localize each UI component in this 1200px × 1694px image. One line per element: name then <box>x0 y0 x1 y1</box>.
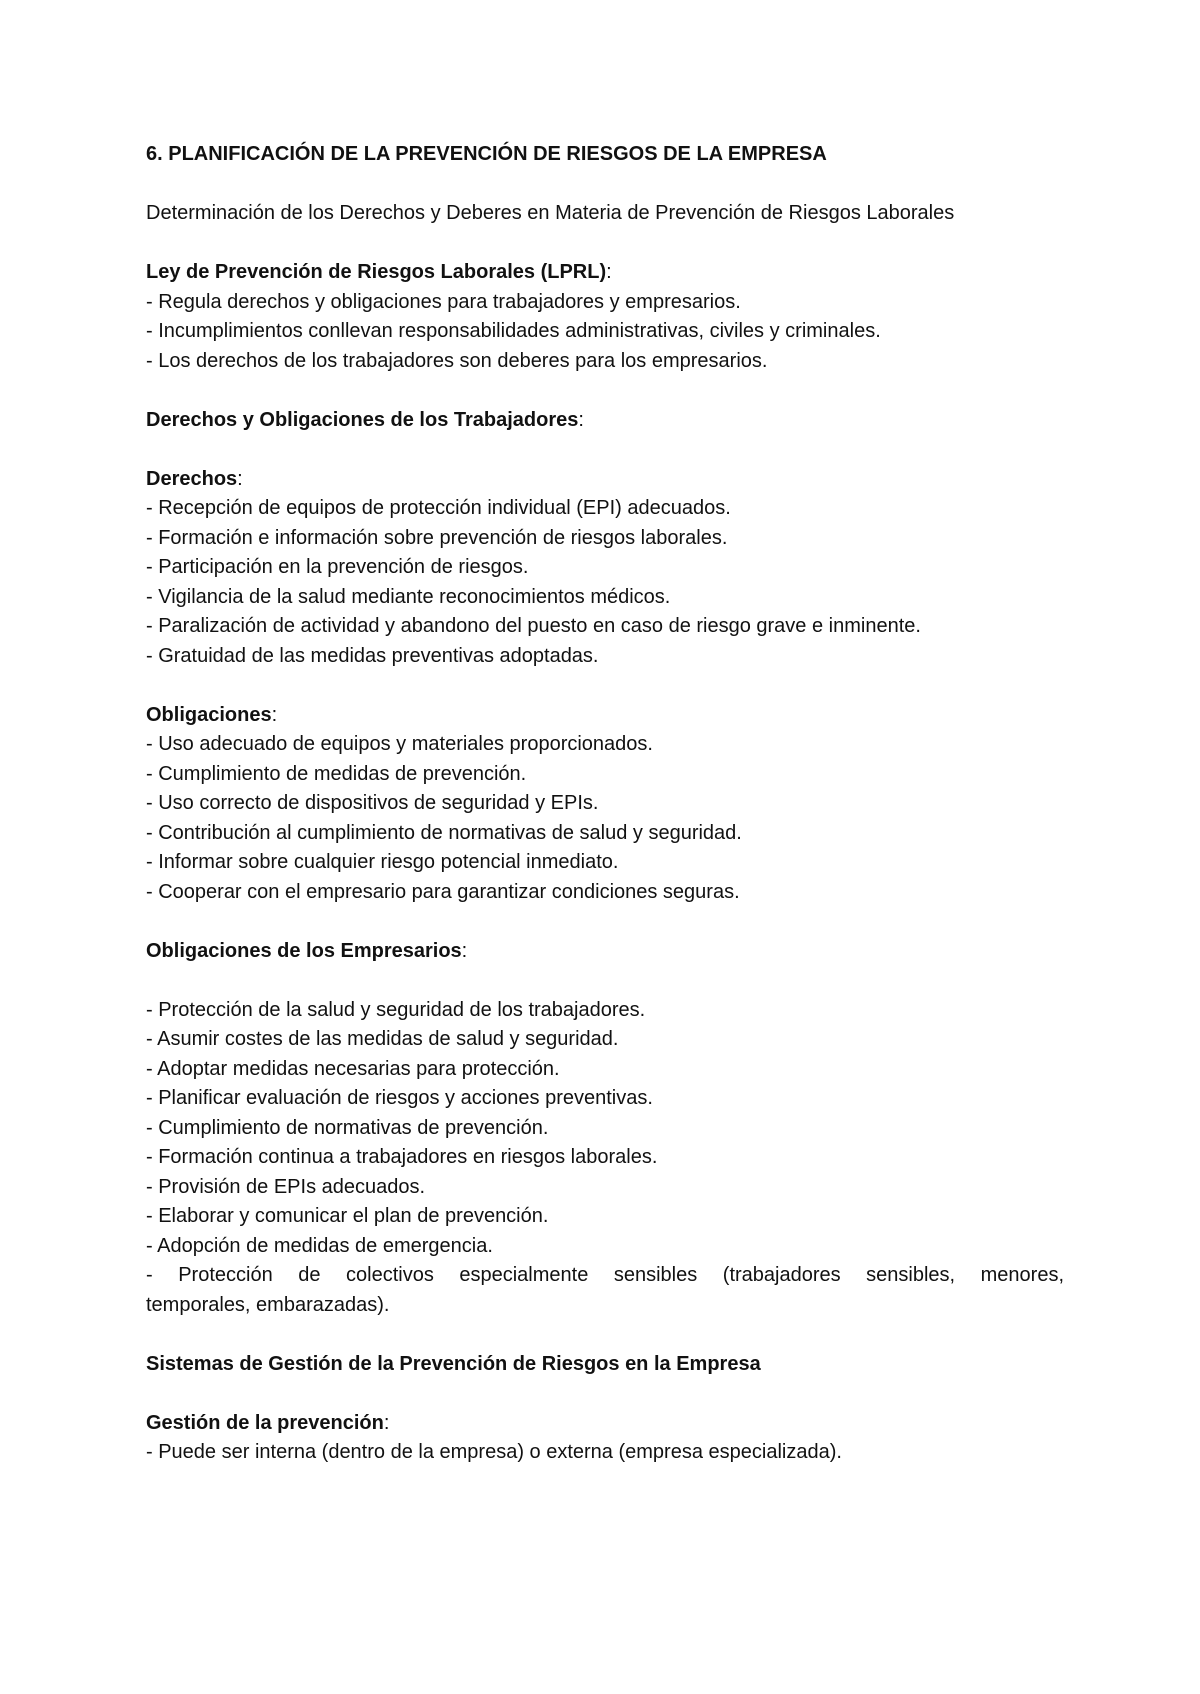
rights-heading-line <box>146 465 1064 495</box>
list-item: - Cumplimiento de medidas de prevención. <box>146 762 527 785</box>
colon: : <box>271 703 278 726</box>
document-subtitle: Determinación de los Derechos y Deberes en Materia de Prevención de Riesgos Laborales <box>146 202 955 224</box>
list-item: - Recepción de equipos de protección individual (EPI) adecuados. <box>146 497 731 519</box>
colon: : <box>606 261 612 283</box>
list-item-justified: - Protección de colectivos especialmente sensibles (trabajadores sensibles, menores, <box>146 1264 1064 1286</box>
management-heading: Sistemas de Gestión de la Prevención de Riesgos en la Empresa <box>146 1352 761 1375</box>
list-item: - Regula derechos y obligaciones para trabajadores y empresarios. <box>146 290 741 313</box>
list-item: - Cumplimiento de normativas de prevención. <box>146 1116 549 1139</box>
colon: : <box>383 1411 390 1434</box>
spacer <box>146 435 1064 465</box>
list-item: - Uso adecuado de equipos y materiales proporcionados. <box>146 733 653 755</box>
list-item: - Los derechos de los trabajadores son deberes para los empresarios. <box>146 349 768 372</box>
list-item: - Adopción de medidas de emergencia. <box>146 1234 493 1257</box>
document-page <box>146 140 1064 1468</box>
spacer <box>146 1379 1064 1409</box>
document-title: 6. PLANIFICACIÓN DE LA PREVENCIÓN DE RIESGOS DE LA EMPRESA <box>146 143 827 165</box>
list-item: - Asumir costes de las medidas de salud y seguridad. <box>146 1028 619 1050</box>
employers-heading: Obligaciones de los Empresarios <box>146 939 462 962</box>
list-item: - Informar sobre cualquier riesgo potencial inmediato. <box>146 851 619 873</box>
spacer <box>146 966 1064 996</box>
management-subheading: Gestión de la prevención <box>146 1411 384 1434</box>
colon: : <box>578 408 584 431</box>
list-item: - Paralización de actividad y abandono del puesto en caso de riesgo grave e inminente. <box>146 615 921 637</box>
list-item: - Uso correcto de dispositivos de seguridad y EPIs. <box>146 792 599 814</box>
list-item: - Cooperar con el empresario para garantizar condiciones seguras. <box>146 880 740 903</box>
list-item: - Participación en la prevención de riesgos. <box>146 556 529 578</box>
management-subheading-line <box>146 1409 1064 1439</box>
lprl-heading: Ley de Prevención de Riesgos Laborales (LPRL) <box>146 261 607 283</box>
workers-heading-line <box>146 406 1064 436</box>
obligations-heading: Obligaciones <box>146 703 272 726</box>
spacer <box>146 1320 1064 1350</box>
obligations-heading-line <box>146 701 1064 731</box>
lprl-heading-line <box>146 258 1064 288</box>
list-item: - Protección de la salud y seguridad de los trabajadores. <box>146 998 646 1021</box>
colon: : <box>461 939 468 962</box>
list-item: - Elaborar y comunicar el plan de prevención. <box>146 1205 549 1227</box>
list-item: - Formación continua a trabajadores en riesgos laborales. <box>146 1146 658 1168</box>
spacer <box>146 376 1064 406</box>
spacer <box>146 229 1064 259</box>
list-item: - Puede ser interna (dentro de la empresa) o externa (empresa especializada). <box>146 1441 842 1463</box>
list-item: - Incumplimientos conllevan responsabilidades administrativas, civiles y criminales. <box>146 320 881 342</box>
spacer <box>146 671 1064 701</box>
list-item: - Vigilancia de la salud mediante reconocimientos médicos. <box>146 585 671 608</box>
list-item: - Formación e información sobre prevención de riesgos laborales. <box>146 526 728 549</box>
employers-heading-line <box>146 937 1064 967</box>
workers-heading: Derechos y Obligaciones de los Trabajadores <box>146 408 579 431</box>
rights-heading: Derechos <box>146 467 238 490</box>
list-item: - Contribución al cumplimiento de normativas de salud y seguridad. <box>146 821 742 844</box>
list-item: - Gratuidad de las medidas preventivas adoptadas. <box>146 644 599 667</box>
spacer <box>146 907 1064 937</box>
list-item: - Planificar evaluación de riesgos y acciones preventivas. <box>146 1087 653 1109</box>
list-item: - Provisión de EPIs adecuados. <box>146 1175 426 1198</box>
list-item-continuation: temporales, embarazadas). <box>146 1293 390 1316</box>
list-item: - Adoptar medidas necesarias para protección. <box>146 1057 560 1080</box>
spacer <box>146 170 1064 200</box>
colon: : <box>237 467 243 490</box>
